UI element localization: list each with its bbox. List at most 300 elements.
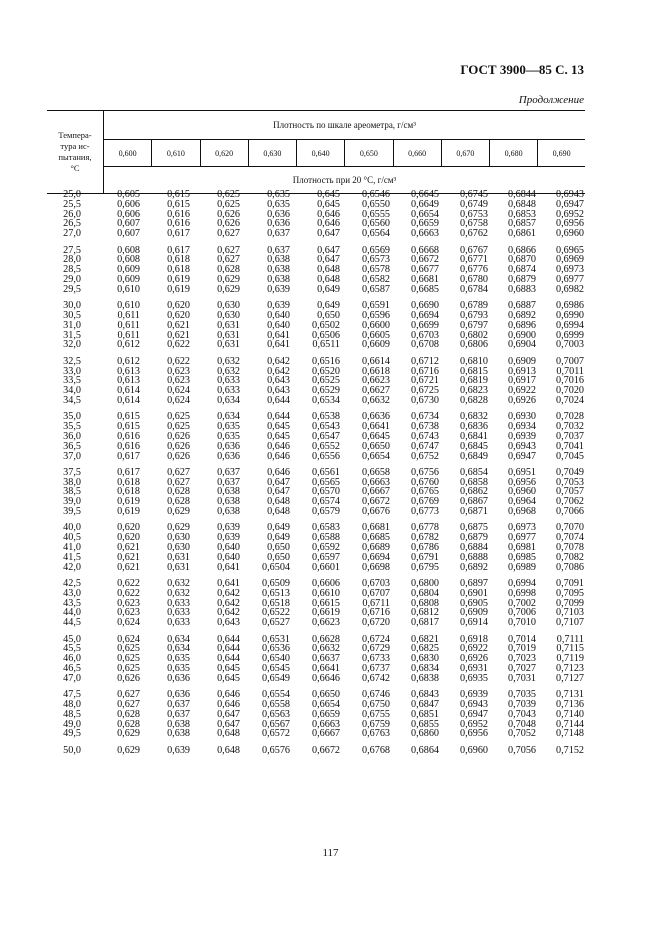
density-cell: 0,6969: [555, 254, 584, 266]
density-cell: 0,642: [217, 597, 240, 609]
table-row: [47, 340, 585, 350]
density-cell: 0,6905: [459, 597, 488, 609]
temperature-cell: 34,0: [63, 385, 81, 397]
density-cell: 0,6853: [507, 208, 536, 220]
density-cell: 0,6914: [459, 617, 488, 629]
temperature-cell: 26,5: [63, 218, 81, 230]
density-cell: 0,618: [167, 254, 190, 266]
density-cell: 0,7048: [507, 718, 536, 730]
density-cell: 0,6922: [459, 643, 488, 655]
density-cell: 0,6765: [410, 486, 439, 498]
density-cell: 0,6676: [361, 506, 390, 518]
temperature-cell: 36,5: [63, 440, 81, 452]
density-cell: 0,6573: [361, 254, 390, 266]
density-cell: 0,650: [317, 309, 340, 321]
density-cell: 0,639: [217, 532, 240, 544]
density-cell: 0,6658: [361, 466, 390, 478]
temperature-cell: 45,5: [63, 643, 81, 655]
density-cell: 0,6875: [459, 522, 488, 534]
density-column-header: 0,680: [490, 140, 538, 167]
density-cell: 0,624: [167, 385, 190, 397]
density-cell: 0,6747: [410, 440, 439, 452]
density-cell: 0,633: [167, 607, 190, 619]
density-cell: 0,6690: [410, 300, 439, 312]
density-cell: 0,6632: [361, 394, 390, 406]
density-cell: 0,7107: [555, 617, 584, 629]
density-cell: 0,6810: [459, 355, 488, 367]
density-cell: 0,6892: [507, 309, 536, 321]
density-cell: 0,631: [217, 319, 240, 331]
density-cell: 0,6931: [459, 663, 488, 675]
density-cell: 0,628: [167, 486, 190, 498]
table-row: [47, 229, 585, 239]
density-cell: 0,6994: [507, 578, 536, 590]
density-cell: 0,617: [117, 466, 140, 478]
density-cell: 0,7024: [555, 394, 584, 406]
density-cell: 0,7032: [555, 421, 584, 433]
density-cell: 0,607: [117, 228, 140, 240]
density-cell: 0,6947: [459, 708, 488, 720]
density-cell: 0,628: [117, 718, 140, 730]
density-cell: 0,6830: [410, 653, 439, 665]
density-cell: 0,6516: [311, 355, 340, 367]
density-cell: 0,623: [167, 375, 190, 387]
density-cell: 0,619: [117, 506, 140, 518]
density-cell: 0,6956: [507, 476, 536, 488]
density-cell: 0,6659: [410, 218, 439, 230]
density-cell: 0,7103: [555, 607, 584, 619]
density-cell: 0,6768: [361, 744, 390, 756]
density-cell: 0,6504: [261, 561, 290, 573]
density-cell: 0,7002: [507, 597, 536, 609]
density-cell: 0,7127: [555, 672, 584, 684]
density-cell: 0,609: [117, 264, 140, 276]
density-cell: 0,619: [117, 496, 140, 508]
density-cell: 0,639: [217, 522, 240, 534]
density-cell: 0,648: [317, 273, 340, 285]
density-cell: 0,638: [217, 506, 240, 518]
density-cell: 0,645: [217, 663, 240, 675]
table-row: [47, 563, 585, 573]
density-cell: 0,6759: [361, 718, 390, 730]
density-cell: 0,649: [267, 532, 290, 544]
density-cell: 0,637: [217, 476, 240, 488]
density-cell: 0,7014: [507, 633, 536, 645]
density-cell: 0,640: [267, 309, 290, 321]
density-cell: 0,6989: [507, 561, 536, 573]
temperature-cell: 37,5: [63, 466, 81, 478]
density-cell: 0,6762: [459, 228, 488, 240]
density-cell: 0,6773: [410, 506, 439, 518]
density-cell: 0,6756: [410, 466, 439, 478]
density-cell: 0,6800: [410, 578, 439, 590]
density-cell: 0,6947: [555, 198, 584, 210]
density-cell: 0,6712: [410, 355, 439, 367]
row-group: [47, 190, 585, 239]
density-cell: 0,647: [267, 486, 290, 498]
density-cell: 0,6999: [555, 329, 584, 341]
density-cell: 0,7011: [556, 365, 584, 377]
density-cell: 0,622: [167, 339, 190, 351]
table-row: [47, 746, 585, 756]
density-cell: 0,6808: [410, 597, 439, 609]
density-cell: 0,7006: [507, 607, 536, 619]
density-cell: 0,648: [267, 506, 290, 518]
density-column-header: 0,690: [538, 140, 585, 167]
density-cell: 0,633: [167, 617, 190, 629]
density-cell: 0,6802: [459, 329, 488, 341]
density-cell: 0,633: [167, 597, 190, 609]
temperature-cell: 49,5: [63, 728, 81, 740]
density-cell: 0,6793: [459, 309, 488, 321]
temperature-cell: 44,5: [63, 617, 81, 629]
density-cell: 0,6547: [311, 430, 340, 442]
density-cell: 0,6641: [311, 663, 340, 675]
density-cell: 0,646: [267, 466, 290, 478]
density-cell: 0,6672: [361, 496, 390, 508]
density-cell: 0,7010: [507, 617, 536, 629]
density-column-header: 0,630: [248, 140, 296, 167]
temperature-cell: 27,5: [63, 244, 81, 256]
density-cell: 0,6668: [410, 244, 439, 256]
density-cell: 0,636: [167, 672, 190, 684]
density-cell: 0,6527: [261, 617, 290, 629]
density-cell: 0,7052: [507, 728, 536, 740]
density-cell: 0,638: [267, 264, 290, 276]
density-cell: 0,620: [117, 522, 140, 534]
density-cell: 0,6968: [507, 506, 536, 518]
density-cell: 0,632: [167, 578, 190, 590]
density-cell: 0,6750: [361, 699, 390, 710]
density-cell: 0,607: [117, 218, 140, 230]
density-cell: 0,6817: [410, 617, 439, 629]
density-cell: 0,627: [117, 699, 140, 710]
density-cell: 0,633: [217, 385, 240, 397]
density-cell: 0,6753: [459, 208, 488, 220]
density-cell: 0,650: [267, 542, 290, 554]
density-cell: 0,6694: [361, 551, 390, 563]
row-group: [47, 468, 585, 517]
density-cell: 0,642: [267, 355, 290, 367]
density-cell: 0,638: [267, 254, 290, 266]
density-cell: 0,625: [117, 663, 140, 675]
density-cell: 0,615: [167, 189, 190, 200]
density-cell: 0,6703: [361, 578, 390, 590]
density-cell: 0,6699: [410, 319, 439, 331]
density-cell: 0,7074: [555, 532, 584, 544]
density-cell: 0,644: [267, 394, 290, 406]
density-cell: 0,621: [117, 542, 140, 554]
density-cell: 0,6721: [410, 375, 439, 387]
density-cell: 0,6555: [361, 208, 390, 220]
density-cell: 0,6848: [507, 198, 536, 210]
density-cell: 0,615: [117, 421, 140, 433]
density-cell: 0,6659: [311, 708, 340, 720]
density-cell: 0,626: [217, 208, 240, 220]
density-cell: 0,6600: [361, 319, 390, 331]
temperature-cell: 34,5: [63, 394, 81, 406]
density-cell: 0,6522: [261, 607, 290, 619]
density-cell: 0,642: [267, 365, 290, 377]
density-cell: 0,637: [267, 228, 290, 240]
density-cell: 0,6649: [410, 198, 439, 210]
density-cell: 0,6720: [361, 617, 390, 629]
density-cell: 0,622: [167, 355, 190, 367]
density-cell: 0,629: [117, 744, 140, 756]
density-cell: 0,6578: [361, 264, 390, 276]
temperature-cell: 30,0: [63, 300, 81, 312]
density-cell: 0,628: [167, 496, 190, 508]
temperature-cell: 49,0: [63, 718, 81, 730]
density-cell: 0,6734: [410, 411, 439, 423]
density-cell: 0,636: [267, 208, 290, 220]
density-cell: 0,632: [217, 355, 240, 367]
density-cell: 0,6851: [410, 708, 439, 720]
density-cell: 0,6572: [261, 728, 290, 740]
row-group: [47, 690, 585, 739]
density-cell: 0,7066: [555, 506, 584, 518]
density-cell: 0,629: [167, 522, 190, 534]
density-cell: 0,647: [267, 476, 290, 488]
density-cell: 0,6681: [361, 522, 390, 534]
density-cell: 0,626: [167, 450, 190, 462]
temperature-cell: 29,0: [63, 273, 81, 285]
temperature-cell: 33,5: [63, 375, 81, 387]
density-cell: 0,6841: [459, 430, 488, 442]
temperature-cell: 31,0: [63, 319, 81, 331]
table-row: [47, 729, 585, 739]
density-cell: 0,647: [217, 708, 240, 720]
density-cell: 0,6685: [410, 283, 439, 295]
density-cell: 0,6645: [410, 189, 439, 200]
density-cell: 0,6609: [361, 339, 390, 351]
density-cell: 0,6849: [459, 450, 488, 462]
density-cell: 0,6654: [361, 450, 390, 462]
density-cell: 0,630: [217, 300, 240, 312]
density-cell: 0,6650: [361, 440, 390, 452]
density-cell: 0,631: [217, 339, 240, 351]
table-row: [47, 618, 585, 628]
density-cell: 0,6836: [459, 421, 488, 433]
density-cell: 0,626: [117, 672, 140, 684]
density-cell: 0,627: [167, 476, 190, 488]
density-cell: 0,6672: [410, 254, 439, 266]
density-cell: 0,629: [167, 506, 190, 518]
density-cell: 0,7131: [555, 689, 584, 701]
density-cell: 0,6838: [410, 672, 439, 684]
temperature-cell: 37,0: [63, 450, 81, 462]
density-cell: 0,6654: [311, 699, 340, 710]
density-cell: 0,635: [167, 653, 190, 665]
density-cell: 0,643: [217, 617, 240, 629]
row-group: [47, 579, 585, 628]
density-cell: 0,7049: [555, 466, 584, 478]
density-cell: 0,6791: [410, 551, 439, 563]
density-cell: 0,6977: [555, 273, 584, 285]
density-cell: 0,639: [267, 300, 290, 312]
density-cell: 0,7039: [507, 699, 536, 710]
density-cell: 0,627: [117, 689, 140, 701]
density-cell: 0,646: [217, 699, 240, 710]
density-cell: 0,627: [217, 254, 240, 266]
density-cell: 0,621: [167, 329, 190, 341]
density-cell: 0,6574: [311, 496, 340, 508]
density-cell: 0,6815: [459, 365, 488, 377]
density-cell: 0,638: [217, 486, 240, 498]
density-cell: 0,6725: [410, 385, 439, 397]
density-cell: 0,6615: [311, 597, 340, 609]
density-cell: 0,615: [167, 198, 190, 210]
density-cell: 0,634: [217, 394, 240, 406]
density-cell: 0,6784: [459, 283, 488, 295]
density-cell: 0,6935: [459, 672, 488, 684]
density-cell: 0,6597: [311, 551, 340, 563]
density-cell: 0,7144: [555, 718, 584, 730]
density-cell: 0,627: [167, 466, 190, 478]
density-cell: 0,6606: [311, 578, 340, 590]
density-cell: 0,6549: [261, 672, 290, 684]
density-cell: 0,6708: [410, 339, 439, 351]
density-cell: 0,7019: [507, 643, 536, 655]
table-header: [47, 110, 585, 194]
density-cell: 0,6956: [555, 218, 584, 230]
density-cell: 0,6934: [507, 421, 536, 433]
density-cell: 0,639: [267, 283, 290, 295]
density-cell: 0,6778: [410, 522, 439, 534]
density-cell: 0,6767: [459, 244, 488, 256]
density-cell: 0,642: [217, 587, 240, 599]
temperature-cell: 25,0: [63, 189, 81, 200]
density-cell: 0,7043: [507, 708, 536, 720]
density-cell: 0,6556: [311, 450, 340, 462]
density-cell: 0,6926: [507, 394, 536, 406]
density-cell: 0,6871: [459, 506, 488, 518]
row-group: [47, 301, 585, 350]
density-cell: 0,624: [117, 633, 140, 645]
density-cell: 0,6743: [410, 430, 439, 442]
density-cell: 0,632: [167, 587, 190, 599]
density-cell: 0,638: [217, 496, 240, 508]
density-cell: 0,6960: [459, 744, 488, 756]
density-cell: 0,6579: [311, 506, 340, 518]
density-cell: 0,6943: [555, 189, 584, 200]
density-cell: 0,6956: [459, 728, 488, 740]
density-cell: 0,7136: [555, 699, 584, 710]
density-cell: 0,7111: [556, 633, 584, 645]
density-cell: 0,623: [167, 365, 190, 377]
density-cell: 0,630: [167, 532, 190, 544]
density-cell: 0,6847: [410, 699, 439, 710]
density-cell: 0,6567: [261, 718, 290, 730]
temperature-cell: 45,0: [63, 633, 81, 645]
density-cell: 0,7082: [555, 551, 584, 563]
temperature-cell: 32,5: [63, 355, 81, 367]
density-cell: 0,615: [117, 411, 140, 423]
temperature-cell: 39,0: [63, 496, 81, 508]
density-cell: 0,6563: [261, 708, 290, 720]
temperature-cell: 33,0: [63, 365, 81, 377]
density-cell: 0,7148: [555, 728, 584, 740]
table-row: [47, 285, 585, 295]
density-cell: 0,6795: [410, 561, 439, 573]
density-cell: 0,7027: [507, 663, 536, 675]
row-group: [47, 746, 585, 756]
temperature-cell: 39,5: [63, 506, 81, 518]
density-cell: 0,635: [217, 421, 240, 433]
row-group: [47, 357, 585, 406]
density-cell: 0,643: [267, 375, 290, 387]
density-cell: 0,644: [217, 643, 240, 655]
density-cell: 0,636: [267, 218, 290, 230]
density-cell: 0,6506: [311, 329, 340, 341]
density-cell: 0,6806: [459, 339, 488, 351]
density-cell: 0,6901: [459, 587, 488, 599]
temperature-cell: 32,0: [63, 339, 81, 351]
density-cell: 0,622: [117, 578, 140, 590]
density-cell: 0,618: [117, 476, 140, 488]
density-cell: 0,7020: [555, 385, 584, 397]
density-cell: 0,6628: [311, 633, 340, 645]
density-cell: 0,6823: [459, 385, 488, 397]
density-cell: 0,6965: [555, 244, 584, 256]
temperature-cell: 31,5: [63, 329, 81, 341]
density-cell: 0,7035: [507, 689, 536, 701]
density-cell: 0,6834: [410, 663, 439, 675]
density-cell: 0,649: [267, 522, 290, 534]
density-cell: 0,644: [267, 411, 290, 423]
density-cell: 0,6960: [555, 228, 584, 240]
density-cell: 0,6797: [459, 319, 488, 331]
density-cell: 0,6672: [311, 744, 340, 756]
density-cell: 0,6742: [361, 672, 390, 684]
density-cell: 0,6698: [361, 561, 390, 573]
density-cell: 0,6538: [311, 411, 340, 423]
density-cell: 0,611: [117, 309, 140, 321]
temperature-cell: 46,5: [63, 663, 81, 675]
density-cell: 0,6973: [555, 264, 584, 276]
density-cell: 0,610: [117, 283, 140, 295]
temperature-cell: 43,0: [63, 587, 81, 599]
density-cell: 0,6998: [507, 587, 536, 599]
density-cell: 0,6738: [410, 421, 439, 433]
density-cell: 0,629: [217, 283, 240, 295]
density-cell: 0,6909: [507, 355, 536, 367]
row-group: [47, 523, 585, 572]
density-cell: 0,6745: [459, 189, 488, 200]
density-cell: 0,623: [117, 597, 140, 609]
temperature-cell: 43,5: [63, 597, 81, 609]
density-cell: 0,6887: [507, 300, 536, 312]
density-cell: 0,641: [267, 339, 290, 351]
density-cell: 0,631: [167, 551, 190, 563]
density-cell: 0,631: [217, 329, 240, 341]
density-cell: 0,6529: [311, 385, 340, 397]
temperature-cell: 25,5: [63, 198, 81, 210]
density-cell: 0,6860: [410, 728, 439, 740]
density-cell: 0,6540: [261, 653, 290, 665]
table-row: [47, 674, 585, 684]
table-row: [47, 507, 585, 517]
density-cell: 0,620: [167, 309, 190, 321]
density-cell: 0,6711: [362, 597, 390, 609]
density-cell: 0,644: [217, 653, 240, 665]
density-cell: 0,6610: [311, 587, 340, 599]
density-cell: 0,6716: [361, 607, 390, 619]
density-cell: 0,6619: [311, 607, 340, 619]
density-column-header: 0,670: [441, 140, 489, 167]
density-column-header: 0,620: [200, 140, 248, 167]
density-cell: 0,635: [217, 430, 240, 442]
